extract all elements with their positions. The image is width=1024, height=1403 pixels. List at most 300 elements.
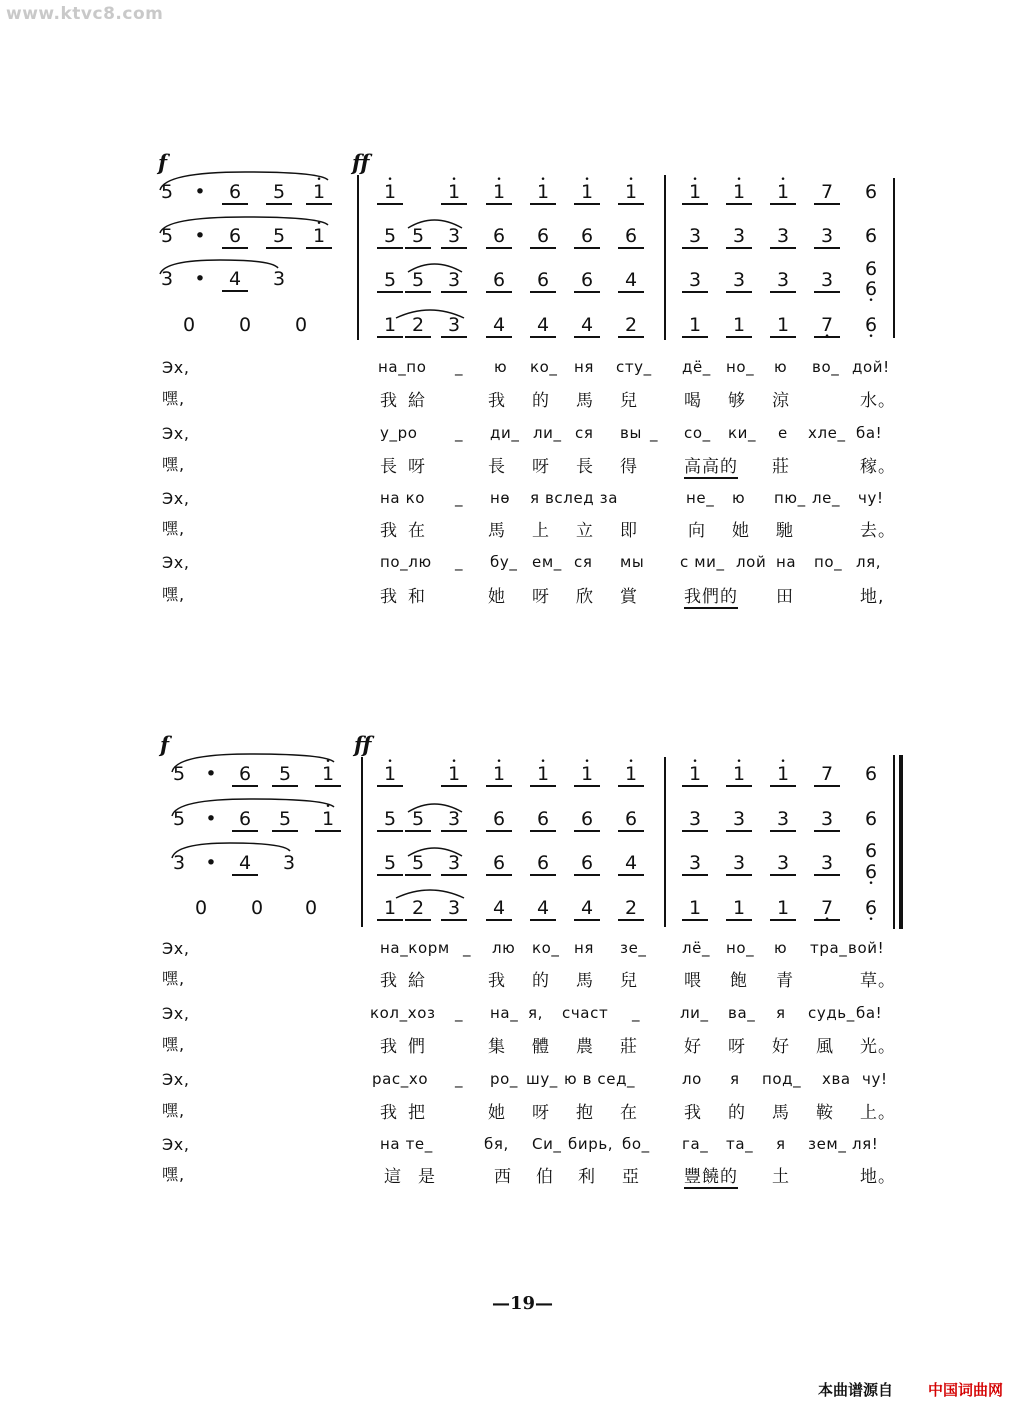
- note: • 1: [315, 763, 341, 787]
- syllable: 長: [488, 457, 506, 477]
- note: 3: [682, 269, 708, 293]
- note: 6: [222, 181, 248, 205]
- note: 5: [266, 181, 292, 205]
- syllable: 呀: [532, 1103, 550, 1123]
- lyric-lead: Эх,: [162, 424, 190, 443]
- syllable: 在: [620, 1103, 638, 1123]
- syllable: 涼: [772, 391, 790, 411]
- note: 6: [864, 840, 878, 862]
- syllable: 去。: [860, 521, 896, 541]
- note: 6: [574, 852, 600, 876]
- syllable: бирь,: [568, 1135, 614, 1153]
- note: 2: [405, 897, 431, 921]
- note: 3: [441, 852, 467, 876]
- syllable: ня: [574, 939, 595, 957]
- syllable: 兒: [620, 391, 638, 411]
- rest: 0: [238, 314, 252, 336]
- note: 3: [726, 269, 752, 293]
- note: 5: [377, 808, 403, 832]
- note: 1: [770, 897, 796, 921]
- syllable: но_: [726, 358, 755, 376]
- syllable: со_: [684, 424, 711, 442]
- syllable: 得: [620, 457, 638, 477]
- syllable: ле_: [812, 489, 841, 507]
- note: 3: [814, 225, 840, 249]
- lyric-lead: Эх,: [162, 553, 190, 572]
- note: • 1: [618, 763, 644, 787]
- note: 3: [682, 808, 708, 832]
- syllable: вой!: [848, 939, 885, 957]
- rest: 0: [182, 314, 196, 336]
- syllable: 我: [488, 391, 506, 411]
- note: 4: [222, 268, 248, 292]
- syllable: 是: [418, 1167, 436, 1187]
- note: 6: [864, 225, 878, 247]
- syllable: 鞍: [816, 1103, 834, 1123]
- note: 3: [441, 808, 467, 832]
- syllable: 立: [576, 521, 594, 541]
- note: 6: [574, 808, 600, 832]
- syllable: 呀: [408, 457, 426, 477]
- note: • 1: [486, 763, 512, 787]
- note: • 1: [306, 225, 332, 249]
- syllable: сту_: [616, 358, 652, 376]
- note: 1: [770, 314, 796, 338]
- syllable: 草。: [860, 971, 896, 991]
- lyric-line-zh: [0, 1162, 1024, 1187]
- note: 2: [618, 897, 644, 921]
- syllable: ю в сед_: [564, 1070, 636, 1088]
- syllable: 我: [684, 1103, 702, 1123]
- syllable-underlined: 我們的: [684, 582, 738, 609]
- note: 6: [530, 269, 556, 293]
- syllable: _: [455, 424, 464, 442]
- lyric-lead: Эх,: [162, 1070, 190, 1089]
- note: 4: [232, 852, 258, 876]
- lyric-line-ru: [0, 1070, 1024, 1090]
- note: • 1: [574, 763, 600, 787]
- note: 7 •: [814, 897, 840, 921]
- syllable: 呀: [532, 587, 550, 607]
- note: • 1: [530, 763, 556, 787]
- syllable: лё_: [682, 939, 711, 957]
- syllable: у_ро: [380, 424, 418, 442]
- syllable: 馬: [576, 971, 594, 991]
- lyric-lead: 嘿,: [162, 455, 186, 474]
- note: 3: [272, 268, 286, 290]
- syllable: 我: [488, 971, 506, 991]
- syllable: _: [455, 489, 464, 507]
- lyric-lead: 嘿,: [162, 1165, 186, 1184]
- syllable: 向: [688, 521, 706, 541]
- syllable: на_: [490, 1004, 519, 1022]
- syllable: 賞: [620, 587, 638, 607]
- syllable: по_: [814, 553, 843, 571]
- syllable: _: [455, 1004, 464, 1022]
- syllable: Си_: [532, 1135, 562, 1153]
- note: 1: [377, 897, 403, 921]
- note: 6: [864, 808, 878, 830]
- note: 6 •: [858, 278, 884, 300]
- note: 5: [272, 808, 298, 832]
- syllable-underlined: 豐饒的: [684, 1162, 738, 1189]
- syllable: 把: [408, 1103, 426, 1123]
- syllable: 她: [488, 587, 506, 607]
- note: • 1: [770, 181, 796, 205]
- lyric-lead: 嘿,: [162, 1101, 186, 1120]
- lyric-lead: Эх,: [162, 358, 190, 377]
- rest: 0: [250, 897, 264, 919]
- syllable: ба!: [856, 1004, 883, 1022]
- syllable: бу_: [490, 553, 518, 571]
- note: • 1: [618, 181, 644, 205]
- syllable: 呀: [728, 1037, 746, 1057]
- syllable: ем_: [532, 553, 562, 571]
- note: 6: [864, 763, 878, 785]
- syllable: ю: [494, 358, 508, 376]
- lyric-line-ru: [0, 1135, 1024, 1155]
- note: 5: [160, 181, 174, 203]
- syllable: ня: [574, 358, 595, 376]
- syllable: не_: [686, 489, 715, 507]
- syllable: 我: [380, 971, 398, 991]
- note: 3: [814, 852, 840, 876]
- syllable: 土: [772, 1167, 790, 1187]
- note: 6: [232, 808, 258, 832]
- note: 4: [618, 269, 644, 293]
- syllable: на ко: [380, 489, 426, 507]
- syllable: 的: [532, 391, 550, 411]
- note: 5: [405, 852, 431, 876]
- note: 3: [726, 808, 752, 832]
- syllable: хле_: [808, 424, 846, 442]
- syllable: 我: [380, 521, 398, 541]
- note: 1: [377, 314, 403, 338]
- syllable: 長: [576, 457, 594, 477]
- note: 3: [441, 225, 467, 249]
- lyric-line-ru: [0, 1004, 1024, 1024]
- syllable: нө: [490, 489, 511, 507]
- note: 3: [441, 269, 467, 293]
- note: 6: [486, 808, 512, 832]
- syllable: 田: [776, 587, 794, 607]
- syllable: 集: [488, 1037, 506, 1057]
- syllable: 西: [494, 1167, 512, 1187]
- syllable: 她: [488, 1103, 506, 1123]
- syllable: ли_: [533, 424, 562, 442]
- note: 3: [814, 808, 840, 832]
- syllable: 風: [816, 1037, 834, 1057]
- syllable: 我: [380, 391, 398, 411]
- note: 6: [486, 269, 512, 293]
- syllable: ю: [774, 358, 788, 376]
- syllable: 光。: [860, 1037, 896, 1057]
- barline: [361, 757, 363, 927]
- note: • 1: [306, 181, 332, 205]
- page-number: —19—: [492, 1293, 554, 1314]
- lyric-line-zh: [0, 1098, 1024, 1123]
- rest: 0: [304, 897, 318, 919]
- syllable: 這: [384, 1167, 402, 1187]
- note: 6: [530, 225, 556, 249]
- syllable: 够: [728, 391, 746, 411]
- note: 3: [726, 852, 752, 876]
- rest: 0: [294, 314, 308, 336]
- note: • 1: [726, 763, 752, 787]
- dot: •: [194, 268, 206, 290]
- dot: •: [194, 225, 206, 247]
- note: 6: [530, 808, 556, 832]
- note: 6: [222, 225, 248, 249]
- syllable: по_лю: [380, 553, 432, 571]
- syllable: 我: [380, 1103, 398, 1123]
- syllable: е: [778, 424, 788, 442]
- note: 1: [726, 314, 752, 338]
- lyric-lead: Эх,: [162, 1135, 190, 1154]
- syllable: 我: [380, 587, 398, 607]
- lyric-lead: Эх,: [162, 489, 190, 508]
- syllable: кол_хоз: [370, 1004, 436, 1022]
- syllable: 和: [408, 587, 426, 607]
- syllable: 在: [408, 521, 426, 541]
- syllable: шу_: [526, 1070, 558, 1088]
- syllable: 喝: [684, 391, 702, 411]
- note: 3: [160, 268, 174, 290]
- syllable: но_: [726, 939, 755, 957]
- note: 6: [486, 225, 512, 249]
- note: 1: [682, 314, 708, 338]
- note: 5: [160, 225, 174, 247]
- note: 6: [864, 181, 878, 203]
- dynamic-ff: ff: [352, 150, 370, 175]
- syllable: дой!: [852, 358, 890, 376]
- syllable: зе_: [620, 939, 647, 957]
- syllable: бо_: [622, 1135, 650, 1153]
- note: • 1: [377, 763, 403, 787]
- syllable: тра_: [810, 939, 848, 957]
- syllable: _: [455, 1070, 464, 1088]
- syllable: 水。: [860, 391, 896, 411]
- syllable: счаст: [562, 1004, 609, 1022]
- syllable: 們: [408, 1037, 426, 1057]
- syllable: чу!: [858, 489, 884, 507]
- syllable: 農: [576, 1037, 594, 1057]
- syllable: я,: [528, 1004, 543, 1022]
- syllable: 上: [532, 521, 550, 541]
- syllable: ля!: [852, 1135, 879, 1153]
- syllable: ко_: [532, 939, 560, 957]
- lyric-line-zh: [0, 1032, 1024, 1057]
- note: • 1: [682, 763, 708, 787]
- syllable: ки_: [728, 424, 757, 442]
- footer-source-label: 本曲谱源自: [818, 1381, 894, 1399]
- dynamic-ff: ff: [354, 732, 372, 757]
- barline: [664, 757, 666, 927]
- note: 3: [682, 852, 708, 876]
- syllable: 好: [772, 1037, 790, 1057]
- syllable: _: [455, 553, 464, 571]
- note: 6 •: [858, 897, 884, 919]
- syllable: 馳: [776, 521, 794, 541]
- note: 3: [770, 269, 796, 293]
- note: 4: [574, 897, 600, 921]
- note: 3: [172, 852, 186, 874]
- syllable: _: [463, 939, 472, 957]
- note: 6: [486, 852, 512, 876]
- final-barline-thick: [899, 755, 903, 929]
- syllable: чу!: [862, 1070, 888, 1088]
- syllable: 亞: [622, 1167, 640, 1187]
- dot: •: [194, 181, 206, 203]
- syllable: _: [455, 358, 464, 376]
- syllable: ля,: [856, 553, 882, 571]
- note: 3: [682, 225, 708, 249]
- syllable: 長: [380, 457, 398, 477]
- note: 5: [377, 225, 403, 249]
- note: 4: [486, 314, 512, 338]
- syllable: на_по: [378, 358, 427, 376]
- syllable: 喂: [684, 971, 702, 991]
- note: 1: [726, 897, 752, 921]
- note: • 1: [486, 181, 512, 205]
- note: 3: [770, 808, 796, 832]
- syllable: 兒: [620, 971, 638, 991]
- note: 5: [405, 225, 431, 249]
- syllable: та_: [726, 1135, 754, 1153]
- note: 2: [618, 314, 644, 338]
- note: 6: [618, 808, 644, 832]
- note: 4: [574, 314, 600, 338]
- note: 4: [530, 314, 556, 338]
- syllable: ро_: [490, 1070, 518, 1088]
- note: 6: [530, 852, 556, 876]
- syllable: 莊: [772, 457, 790, 477]
- syllable: 即: [620, 521, 638, 541]
- note: 6: [618, 225, 644, 249]
- syllable: 的: [728, 1103, 746, 1123]
- lyric-lead: 嘿,: [162, 519, 186, 538]
- note: 3: [441, 897, 467, 921]
- syllable: ся: [574, 553, 593, 571]
- syllable: ся: [575, 424, 594, 442]
- syllable: 呀: [532, 457, 550, 477]
- syllable: га_: [682, 1135, 709, 1153]
- note: • 1: [770, 763, 796, 787]
- syllable: лой: [736, 553, 767, 571]
- note: 5: [377, 852, 403, 876]
- note: 3: [770, 852, 796, 876]
- dot: •: [205, 763, 217, 785]
- syllable: 飽: [730, 971, 748, 991]
- syllable: рас_хо: [372, 1070, 429, 1088]
- syllable: я: [730, 1070, 740, 1088]
- syllable: вы: [620, 424, 642, 442]
- note: • 1: [441, 181, 467, 205]
- lyric-lead: 嘿,: [162, 389, 186, 408]
- syllable: 稼。: [860, 457, 896, 477]
- note: 1: [682, 897, 708, 921]
- syllable: во_: [812, 358, 840, 376]
- syllable: 上。: [860, 1103, 896, 1123]
- syllable: на: [776, 553, 797, 571]
- syllable: бя,: [484, 1135, 509, 1153]
- lyric-lead: Эх,: [162, 1004, 190, 1023]
- note: 5: [405, 808, 431, 832]
- syllable: я вслед за: [530, 489, 619, 507]
- note: 3: [441, 314, 467, 338]
- note: 4: [530, 897, 556, 921]
- syllable: судь_: [808, 1004, 855, 1022]
- syllable: 莊: [620, 1037, 638, 1057]
- note: 4: [486, 897, 512, 921]
- syllable: 地。: [860, 1167, 896, 1187]
- note: 4: [618, 852, 644, 876]
- syllable: 抱: [576, 1103, 594, 1123]
- note: 5: [172, 763, 186, 785]
- note: 3: [726, 225, 752, 249]
- note: 5: [172, 808, 186, 830]
- syllable: зем_: [808, 1135, 847, 1153]
- syllable: 她: [732, 521, 750, 541]
- lyric-lead: Эх,: [162, 939, 190, 958]
- footer-site-link[interactable]: 中国词曲网: [928, 1381, 1004, 1399]
- syllable: _: [632, 1004, 641, 1022]
- syllable: я: [776, 1135, 786, 1153]
- syllable: 青: [776, 971, 794, 991]
- lyric-lead: 嘿,: [162, 585, 186, 604]
- syllable: 伯: [536, 1167, 554, 1187]
- rest: 0: [194, 897, 208, 919]
- syllable: ло: [682, 1070, 702, 1088]
- syllable: на_корм: [380, 939, 450, 957]
- note: 5: [405, 269, 431, 293]
- syllable: ли_: [680, 1004, 709, 1022]
- note: • 1: [377, 181, 403, 205]
- dynamic-f: f: [160, 732, 170, 757]
- syllable: мы: [620, 553, 645, 571]
- syllable: _: [650, 424, 659, 442]
- note: • 1: [726, 181, 752, 205]
- syllable: ди_: [490, 424, 520, 442]
- note: 6: [574, 225, 600, 249]
- note: • 1: [574, 181, 600, 205]
- syllable: ко_: [530, 358, 558, 376]
- note: • 1: [315, 808, 341, 832]
- lyric-line-ru: [0, 939, 1024, 959]
- note: 7: [814, 763, 840, 787]
- note: 6 •: [858, 861, 884, 883]
- syllable: 利: [578, 1167, 596, 1187]
- lyric-line-zh: [0, 966, 1024, 991]
- dot: •: [205, 852, 217, 874]
- note: 5: [266, 225, 292, 249]
- note: 3: [282, 852, 296, 874]
- note: 7: [814, 181, 840, 205]
- syllable: я: [776, 1004, 786, 1022]
- lyric-lead: 嘿,: [162, 969, 186, 988]
- note: • 1: [682, 181, 708, 205]
- syllable: с ми_: [680, 553, 725, 571]
- note: • 1: [441, 763, 467, 787]
- syllable: 好: [684, 1037, 702, 1057]
- syllable: 馬: [772, 1103, 790, 1123]
- note: 5: [272, 763, 298, 787]
- dynamic-f: f: [158, 150, 168, 175]
- watermark: www.ktvc8.com: [6, 4, 164, 24]
- syllable: лю: [492, 939, 516, 957]
- note: 7 •: [814, 314, 840, 338]
- lyric-lead: 嘿,: [162, 1035, 186, 1054]
